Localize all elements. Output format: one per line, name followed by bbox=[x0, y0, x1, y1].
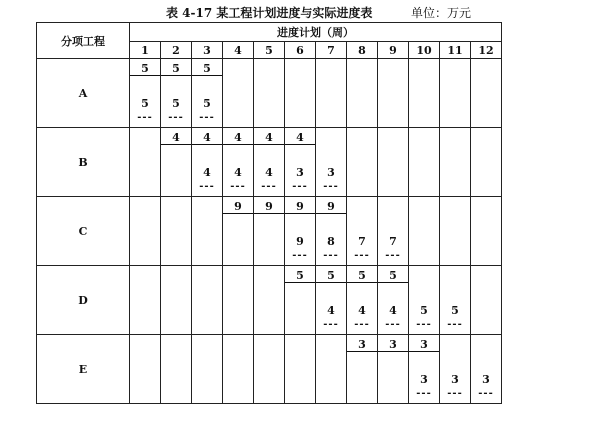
actual-value: 4 bbox=[389, 304, 397, 317]
week-cell bbox=[316, 128, 347, 197]
planned-value: 4 bbox=[203, 131, 211, 144]
week-header: 2 bbox=[161, 42, 192, 59]
week-cell bbox=[347, 197, 378, 266]
actual-dashed-line: --- bbox=[199, 112, 215, 123]
week-header: 9 bbox=[378, 42, 409, 59]
planned-line bbox=[347, 351, 377, 352]
week-cell bbox=[347, 128, 378, 197]
week-cell bbox=[130, 59, 161, 128]
planned-value: 5 bbox=[327, 269, 335, 282]
planned-value: 9 bbox=[296, 200, 304, 213]
item-label: B bbox=[37, 128, 130, 197]
plan-column-header: 进度计划（周） bbox=[130, 23, 502, 42]
actual-dashed-line: --- bbox=[354, 319, 370, 330]
week-cell bbox=[192, 59, 223, 128]
actual-value: 5 bbox=[172, 97, 180, 110]
actual-value: 4 bbox=[203, 166, 211, 179]
week-cell bbox=[223, 59, 254, 128]
actual-dashed-line: --- bbox=[478, 388, 494, 399]
actual-dashed-line: --- bbox=[230, 181, 246, 192]
actual-value: 3 bbox=[296, 166, 304, 179]
week-cell bbox=[440, 197, 471, 266]
week-cell bbox=[347, 266, 378, 335]
planned-value: 3 bbox=[420, 338, 428, 351]
item-label: D bbox=[37, 266, 130, 335]
week-header: 7 bbox=[316, 42, 347, 59]
actual-value: 5 bbox=[420, 304, 428, 317]
week-cell bbox=[161, 335, 192, 404]
week-cell bbox=[409, 197, 440, 266]
planned-line bbox=[285, 144, 315, 145]
week-cell bbox=[440, 128, 471, 197]
week-cell bbox=[161, 59, 192, 128]
actual-dashed-line: --- bbox=[385, 319, 401, 330]
actual-dashed-line: --- bbox=[447, 319, 463, 330]
item-label: E bbox=[37, 335, 130, 404]
planned-value: 9 bbox=[327, 200, 335, 213]
week-cell bbox=[285, 128, 316, 197]
week-cell bbox=[254, 128, 285, 197]
actual-dashed-line: --- bbox=[447, 388, 463, 399]
planned-line bbox=[347, 282, 377, 283]
actual-dashed-line: --- bbox=[385, 250, 401, 261]
week-cell bbox=[254, 266, 285, 335]
week-cell bbox=[378, 335, 409, 404]
week-cell bbox=[161, 266, 192, 335]
actual-dashed-line: --- bbox=[416, 319, 432, 330]
actual-value: 4 bbox=[234, 166, 242, 179]
week-cell bbox=[130, 335, 161, 404]
actual-dashed-line: --- bbox=[261, 181, 277, 192]
week-cell bbox=[471, 335, 502, 404]
planned-line bbox=[285, 213, 315, 214]
week-cell bbox=[378, 128, 409, 197]
actual-value: 5 bbox=[203, 97, 211, 110]
week-header: 4 bbox=[223, 42, 254, 59]
planned-line bbox=[254, 144, 284, 145]
planned-line bbox=[161, 75, 191, 76]
item-column-header: 分项工程 bbox=[37, 23, 130, 59]
planned-line bbox=[409, 351, 439, 352]
actual-dashed-line: --- bbox=[323, 181, 339, 192]
week-header: 5 bbox=[254, 42, 285, 59]
week-header: 3 bbox=[192, 42, 223, 59]
actual-value: 4 bbox=[358, 304, 366, 317]
week-cell bbox=[130, 266, 161, 335]
actual-value: 4 bbox=[327, 304, 335, 317]
planned-value: 3 bbox=[389, 338, 397, 351]
week-cell bbox=[192, 266, 223, 335]
table-row bbox=[37, 59, 502, 128]
planned-line bbox=[161, 144, 191, 145]
planned-value: 5 bbox=[203, 62, 211, 75]
week-cell bbox=[316, 335, 347, 404]
week-cell bbox=[285, 266, 316, 335]
week-cell bbox=[254, 335, 285, 404]
week-cell bbox=[223, 335, 254, 404]
week-cell bbox=[440, 266, 471, 335]
planned-value: 5 bbox=[389, 269, 397, 282]
table-caption: 表 4-17 某工程计划进度与实际进度表 bbox=[166, 6, 373, 20]
planned-value: 5 bbox=[296, 269, 304, 282]
planned-value: 3 bbox=[358, 338, 366, 351]
actual-value: 5 bbox=[451, 304, 459, 317]
actual-value: 7 bbox=[389, 235, 397, 248]
schedule-table bbox=[36, 22, 502, 404]
week-header: 8 bbox=[347, 42, 378, 59]
actual-dashed-line: --- bbox=[137, 112, 153, 123]
week-cell bbox=[378, 266, 409, 335]
planned-line bbox=[192, 144, 222, 145]
actual-value: 5 bbox=[141, 97, 149, 110]
week-header: 11 bbox=[440, 42, 471, 59]
week-cell bbox=[285, 59, 316, 128]
planned-line bbox=[130, 75, 160, 76]
planned-value: 4 bbox=[172, 131, 180, 144]
actual-dashed-line: --- bbox=[323, 319, 339, 330]
week-cell bbox=[223, 128, 254, 197]
planned-value: 4 bbox=[296, 131, 304, 144]
week-cell bbox=[130, 197, 161, 266]
table-title bbox=[0, 4, 593, 20]
actual-dashed-line: --- bbox=[292, 181, 308, 192]
planned-line bbox=[254, 213, 284, 214]
planned-value: 5 bbox=[141, 62, 149, 75]
week-cell bbox=[440, 335, 471, 404]
week-cell bbox=[192, 197, 223, 266]
actual-value: 7 bbox=[358, 235, 366, 248]
planned-line bbox=[223, 144, 253, 145]
planned-line bbox=[316, 282, 346, 283]
week-cell bbox=[378, 197, 409, 266]
actual-value: 3 bbox=[482, 373, 490, 386]
week-cell bbox=[409, 266, 440, 335]
week-cell bbox=[378, 59, 409, 128]
planned-line bbox=[192, 75, 222, 76]
week-cell bbox=[347, 59, 378, 128]
week-cell bbox=[161, 197, 192, 266]
week-cell bbox=[254, 59, 285, 128]
item-label: A bbox=[37, 59, 130, 128]
actual-dashed-line: --- bbox=[292, 250, 308, 261]
planned-line bbox=[378, 282, 408, 283]
week-cell bbox=[316, 197, 347, 266]
week-cell bbox=[409, 59, 440, 128]
actual-value: 4 bbox=[265, 166, 273, 179]
week-cell bbox=[285, 335, 316, 404]
week-cell bbox=[440, 59, 471, 128]
table-row bbox=[37, 197, 502, 266]
planned-value: 4 bbox=[234, 131, 242, 144]
planned-value: 9 bbox=[265, 200, 273, 213]
planned-line bbox=[316, 213, 346, 214]
actual-value: 3 bbox=[451, 373, 459, 386]
week-header: 10 bbox=[409, 42, 440, 59]
planned-value: 4 bbox=[265, 131, 273, 144]
week-cell bbox=[471, 59, 502, 128]
week-cell bbox=[316, 59, 347, 128]
actual-dashed-line: --- bbox=[416, 388, 432, 399]
week-cell bbox=[223, 266, 254, 335]
table-row bbox=[37, 128, 502, 197]
week-cell bbox=[192, 128, 223, 197]
actual-value: 8 bbox=[327, 235, 335, 248]
actual-dashed-line: --- bbox=[168, 112, 184, 123]
week-cell bbox=[316, 266, 347, 335]
week-header: 12 bbox=[471, 42, 502, 59]
actual-value: 3 bbox=[327, 166, 335, 179]
week-cell bbox=[347, 335, 378, 404]
planned-line bbox=[223, 213, 253, 214]
week-cell bbox=[471, 266, 502, 335]
actual-dashed-line: --- bbox=[354, 250, 370, 261]
table-unit: 单位：万元 bbox=[411, 6, 472, 20]
week-cell bbox=[223, 197, 254, 266]
week-cell bbox=[471, 128, 502, 197]
planned-value: 9 bbox=[234, 200, 242, 213]
actual-dashed-line: --- bbox=[199, 181, 215, 192]
week-cell bbox=[409, 128, 440, 197]
week-header: 6 bbox=[285, 42, 316, 59]
week-header: 1 bbox=[130, 42, 161, 59]
table-row bbox=[37, 335, 502, 404]
item-label: C bbox=[37, 197, 130, 266]
actual-dashed-line: --- bbox=[323, 250, 339, 261]
planned-line bbox=[378, 351, 408, 352]
planned-value: 5 bbox=[172, 62, 180, 75]
planned-line bbox=[285, 282, 315, 283]
week-cell bbox=[161, 128, 192, 197]
actual-value: 9 bbox=[296, 235, 304, 248]
week-cell bbox=[130, 128, 161, 197]
actual-value: 3 bbox=[420, 373, 428, 386]
week-cell bbox=[285, 197, 316, 266]
week-cell bbox=[192, 335, 223, 404]
planned-value: 5 bbox=[358, 269, 366, 282]
week-cell bbox=[409, 335, 440, 404]
table-row bbox=[37, 266, 502, 335]
week-cell bbox=[471, 197, 502, 266]
week-cell bbox=[254, 197, 285, 266]
